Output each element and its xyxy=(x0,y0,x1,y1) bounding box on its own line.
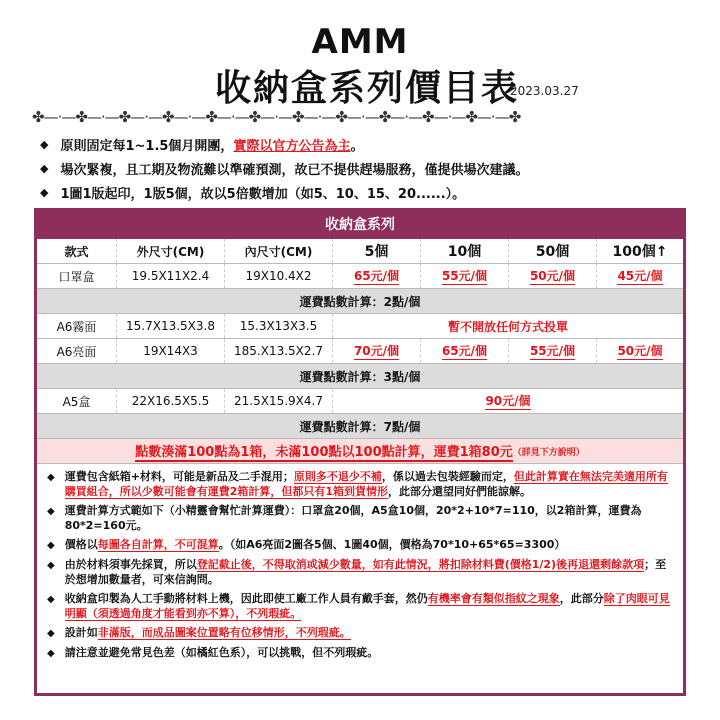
price-text: 65元/個 xyxy=(441,344,488,358)
note-emphasis: 每圖各自計算，不可混算 xyxy=(97,538,219,551)
diamond-bullet-icon: ◆ xyxy=(47,594,55,605)
cell-price-10 xyxy=(421,339,509,363)
cell-price-100 xyxy=(597,339,683,363)
brand-title: AMM xyxy=(311,22,409,62)
price-text: 45元/個 xyxy=(617,269,663,283)
note-emphasis: 登記截止後，不得取消或減少數量，如有此情況，將扣除材料費(價格1/2)後再退還剩餘款項 xyxy=(196,558,645,571)
cell-price-100 xyxy=(597,264,683,288)
cell-outer: 15.7X13.5X3.8 xyxy=(117,314,225,338)
shipping-row xyxy=(37,364,683,389)
decorative-divider: ✤—·—✤—·—✤—·—✤—·—✤—·—✤—·—✤—·—✤—·—✤—·—✤—·—✤—·—✤ xyxy=(32,108,521,126)
diamond-bullet-icon: ◆ xyxy=(40,137,49,151)
shipping-highlight-row xyxy=(37,439,683,464)
note-item xyxy=(47,625,673,641)
intro-item xyxy=(40,132,680,156)
cell-inner: 19X10.4X2 xyxy=(225,264,333,288)
note-item xyxy=(47,645,673,661)
cell-inner: 15.3X13X3.5 xyxy=(225,314,333,338)
header-outer: 外尺寸(CM) xyxy=(117,239,225,263)
note-item xyxy=(47,469,673,499)
note-text xyxy=(65,537,566,553)
intro-list xyxy=(40,132,680,204)
table-row-a5 xyxy=(37,389,683,414)
diamond-bullet-icon: ◆ xyxy=(47,472,55,483)
cell-price xyxy=(333,389,683,413)
price-box xyxy=(34,208,686,696)
shipping-text: 運費點數計算：2點/個 xyxy=(299,294,421,309)
diamond-bullet-icon: ◆ xyxy=(47,540,55,551)
highlight-main: 點數湊滿100點為1箱，未滿100點以100點計算，運費1箱80元 xyxy=(135,441,513,462)
diamond-bullet-icon: ◆ xyxy=(47,648,55,659)
price-text: 50元/個 xyxy=(529,269,576,283)
note-text xyxy=(65,625,351,641)
table-banner: 收納盒系列 xyxy=(37,211,683,239)
note-emphasis: 非滿版，而成品圖案位置略有位移情形，不列瑕疵。 xyxy=(97,626,351,639)
price-text: 50元/個 xyxy=(617,344,663,358)
table-row-mask-box xyxy=(37,264,683,289)
notes-list xyxy=(47,469,673,665)
note-item xyxy=(47,537,673,553)
highlight-text xyxy=(37,439,683,463)
cell-price-5 xyxy=(333,339,421,363)
note-emphasis: 原則多不退少不補 xyxy=(293,470,382,483)
note-segment: 由於材料須事先採買，所以 xyxy=(64,558,197,571)
cell-price-50 xyxy=(509,264,597,288)
note-segment: ，此部分 xyxy=(559,592,604,605)
cell-note: 暫不開放任何方式投單 xyxy=(447,319,568,334)
intro-text: 場次緊複，且工期及物流難以準確預測，故已不提供趕場服務，僅提供場次建議。 xyxy=(60,162,529,178)
header-style: 款式 xyxy=(37,239,117,263)
intro-text: 1圖1版起印，1版5個，故以5倍數增加（如5、10、15、20......）。 xyxy=(60,186,466,202)
cell-inner: 185.X13.5X2.7 xyxy=(225,339,333,363)
note-emphasis: 除了肉眼可見明顯（須透過角度才能看到亦不算），不列瑕疵。 xyxy=(64,592,670,620)
page-title: 收納盒系列價目表 xyxy=(215,68,520,109)
shipping-row xyxy=(37,414,683,439)
intro-red-text: 實際以官方公告為主 xyxy=(233,138,351,154)
note-segment: ；至於想增加數量者，可來信詢問。 xyxy=(64,558,667,586)
cell-name: A6亮面 xyxy=(37,339,117,363)
price-text: 55元/個 xyxy=(441,269,488,283)
header-50: 50個 xyxy=(509,239,597,263)
table-row-a6-glossy xyxy=(37,339,683,364)
note-segment: ，此部分還望同好們能諒解。 xyxy=(388,485,532,498)
note-emphasis: 有機率會有類似指紋之現象 xyxy=(427,592,560,605)
shipping-row xyxy=(37,289,683,314)
note-emphasis: 但此計算實在無法完美適用所有購買組合，所以少數可能會有運費2箱計算，但都只有1箱到貨情形 xyxy=(64,470,668,498)
price-text: 65元/個 xyxy=(353,269,400,283)
note-item xyxy=(47,557,673,587)
note-item xyxy=(47,503,673,533)
diamond-bullet-icon: ◆ xyxy=(40,161,49,175)
price-text: 55元/個 xyxy=(529,344,576,358)
note-text xyxy=(65,503,673,533)
cell-outer: 19X14X3 xyxy=(117,339,225,363)
cell-outer: 22X16.5X5.5 xyxy=(117,389,225,413)
note-segment: 收納盒印製為人工手動將材料上機，因此即使工廠工作人員有戴手套，然仍 xyxy=(64,592,428,605)
note-segment: 價格以 xyxy=(64,538,98,551)
price-table xyxy=(37,211,683,464)
intro-tail: 。 xyxy=(350,138,364,154)
header-100: 100個↑ xyxy=(612,244,668,260)
diamond-bullet-icon: ◆ xyxy=(47,560,55,571)
cell-name: A6霧面 xyxy=(37,314,117,338)
table-header-row xyxy=(37,239,683,264)
price-text: 90元/個 xyxy=(485,394,531,408)
diamond-bullet-icon: ◆ xyxy=(47,628,55,639)
intro-item xyxy=(40,180,680,204)
shipping-text: 運費點數計算：7點/個 xyxy=(299,419,421,434)
intro-text: 原則固定每1~1.5個月開團， xyxy=(60,138,234,154)
cell-outer: 19.5X11X2.4 xyxy=(117,264,225,288)
table-row-a6-matte xyxy=(37,314,683,339)
note-segment: 設計如 xyxy=(64,626,98,639)
price-text: 70元/個 xyxy=(353,344,400,358)
note-text xyxy=(65,557,673,587)
note-segment: 運費計算方式範如下（小精靈會幫忙計算運費）：口罩盒20個，A5盒10個，20*2+10*7=110，以2箱計算，運費為80*2=160元。 xyxy=(64,504,642,532)
note-segment: ，係以過去包裝經驗而定， xyxy=(381,470,514,483)
note-item xyxy=(47,591,673,621)
shipping-text: 運費點數計算：3點/個 xyxy=(299,369,421,384)
header-10: 10個 xyxy=(421,239,509,263)
diamond-bullet-icon: ◆ xyxy=(47,506,55,517)
highlight-small: （詳見下方說明） xyxy=(512,447,585,458)
cell-name: 口罩盒 xyxy=(37,264,117,288)
date-label: 2023.03.27 xyxy=(510,84,579,98)
cell-inner: 21.5X15.9X4.7 xyxy=(225,389,333,413)
cell-name: A5盒 xyxy=(37,389,117,413)
note-segment: 運費包含紙箱+材料，可能是新品及二手混用； xyxy=(64,470,294,483)
cell-price-5 xyxy=(333,264,421,288)
intro-item xyxy=(40,156,680,180)
cell-price-10 xyxy=(421,264,509,288)
note-segment: 。（如A6亮面2圖各5個、1圖40個，價格為70*10+65*65=3300） xyxy=(218,538,566,551)
diamond-bullet-icon: ◆ xyxy=(40,185,49,199)
header-5: 5個 xyxy=(333,239,421,263)
note-text xyxy=(65,591,673,621)
cell-price-50 xyxy=(509,339,597,363)
note-text xyxy=(65,645,379,661)
note-text xyxy=(65,469,673,499)
header-inner: 內尺寸(CM) xyxy=(225,239,333,263)
note-segment: 請注意並避免常見色差（如橘紅色系），可以挑戰，但不列瑕疵。 xyxy=(64,646,379,659)
